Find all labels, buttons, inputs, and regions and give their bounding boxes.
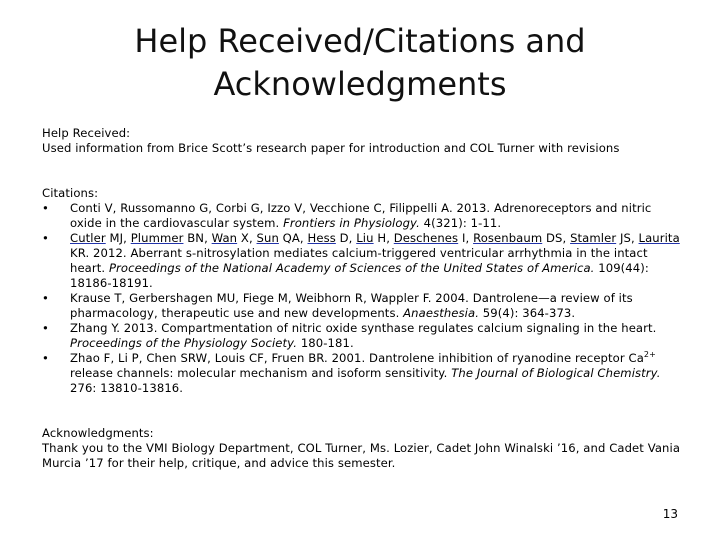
bullet-icon: • <box>42 231 49 245</box>
author-link-cutler[interactable]: Cutler <box>70 231 106 245</box>
bullet-icon: • <box>42 321 49 335</box>
citation-text: BN, <box>183 231 212 245</box>
citation-journal: Frontiers in Physiology. <box>283 216 420 230</box>
slide-body <box>42 126 682 471</box>
citation-item <box>42 201 682 231</box>
citation-tail: 276: 13810-13816. <box>70 381 184 395</box>
citation-tail: 109(44): 18186-18191. <box>70 261 649 290</box>
citation-item <box>42 291 682 321</box>
superscript: 2+ <box>643 350 656 360</box>
citation-text: Zhao F, Li P, Chen SRW, Louis CF, Fruen BR. 2001. Dantrolene inhibition of ryanodine receptor Ca <box>70 351 644 365</box>
citation-item <box>42 321 682 351</box>
author-link-wan[interactable]: Wan <box>211 231 238 245</box>
author-link-stamler[interactable]: Stamler <box>570 231 617 245</box>
citation-journal: Proceedings of the National Academy of Sciences of the United States of America. <box>108 261 595 275</box>
bullet-icon: • <box>42 351 49 365</box>
citation-text: Zhang Y. 2013. Compartmentation of nitric oxide synthase regulates calcium signaling in the heart. <box>70 321 657 335</box>
author-link-liu[interactable]: Liu <box>356 231 374 245</box>
citations-list <box>42 201 682 396</box>
citation-text: QA, <box>278 231 308 245</box>
author-link-sun[interactable]: Sun <box>256 231 279 245</box>
citation-text: Conti V, Russomanno G, Corbi G, Izzo V, Vecchione C, Filippelli A. 2013. Adrenoreceptors and nitric oxide in the cardiovascular system. <box>70 201 652 230</box>
citation-text: KR. 2012. Aberrant s-nitrosylation mediates calcium-triggered ventricular arrhythmia in the intact heart. <box>70 246 648 275</box>
citation-text: I, <box>458 231 474 245</box>
help-text: Used information from Brice Scott’s research paper for introduction and COL Turner with revisions <box>42 141 620 155</box>
acknowledgments-text: Thank you to the VMI Biology Department, COL Turner, Ms. Lozier, Cadet John Winalski ’16, and Cadet Vania Murcia ’17 for their help, critique, and advice this semester. <box>42 441 681 470</box>
bullet-icon: • <box>42 291 49 305</box>
citation-text: H, <box>373 231 394 245</box>
citation-tail: 59(4): 364-373. <box>479 306 576 320</box>
acknowledgments-heading: Acknowledgments: <box>42 426 154 440</box>
author-link-rosenbaum[interactable]: Rosenbaum <box>473 231 543 245</box>
citation-item <box>42 231 682 291</box>
citation-text: DS, <box>542 231 571 245</box>
author-link-laurita[interactable]: Laurita <box>638 231 680 245</box>
spacer <box>42 396 682 411</box>
citation-text: Krause T, Gerbershagen MU, Fiege M, Weibhorn R, Wappler F. 2004. Dantrolene—a review of its pharmacology, therapeutic use and new developments. <box>70 291 633 320</box>
citation-text: JS, <box>616 231 639 245</box>
title-line-2: Acknowledgments <box>213 65 507 103</box>
citation-text: X, <box>237 231 257 245</box>
bullet-icon: • <box>42 201 49 215</box>
citation-journal: The Journal of Biological Chemistry. <box>451 366 661 380</box>
citation-text: release channels: molecular mechanism and isoform sensitivity. <box>70 366 452 380</box>
help-heading: Help Received: <box>42 126 131 140</box>
citation-tail: 4(321): 1-11. <box>419 216 502 230</box>
author-link-deschenes[interactable]: Deschenes <box>393 231 459 245</box>
spacer <box>42 411 682 426</box>
citation-tail: 180-181. <box>297 336 354 350</box>
citation-text: MJ, <box>105 231 131 245</box>
citations-heading: Citations: <box>42 186 99 200</box>
citation-item <box>42 351 682 396</box>
author-link-plummer[interactable]: Plummer <box>130 231 184 245</box>
citation-journal: Anaesthesia. <box>403 306 479 320</box>
slide-title <box>0 20 720 106</box>
citation-text: D, <box>335 231 357 245</box>
citation-journal: Proceedings of the Physiology Society. <box>70 336 298 350</box>
spacer <box>42 156 682 171</box>
page-number: 13 <box>662 507 678 521</box>
title-line-1: Help Received/Citations and <box>134 22 586 60</box>
spacer <box>42 171 682 186</box>
author-link-hess[interactable]: Hess <box>307 231 336 245</box>
